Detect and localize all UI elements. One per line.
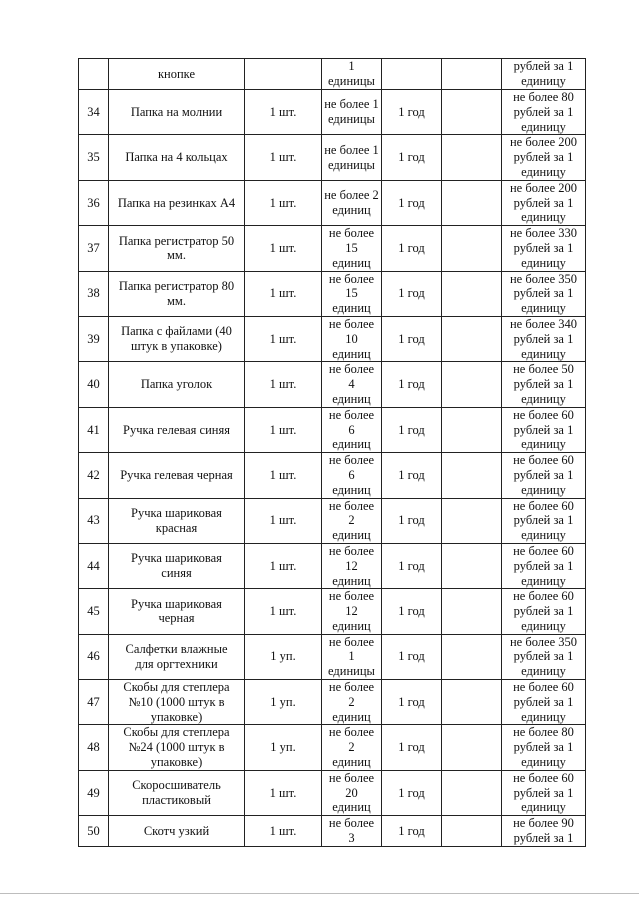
period-cell: 1 год — [382, 226, 442, 271]
row-number: 37 — [79, 226, 109, 271]
row-number: 49 — [79, 770, 109, 815]
period-cell: 1 год — [382, 680, 442, 725]
blank-cell — [442, 90, 502, 135]
item-name-cell: Скобы для степлера №24 (1000 штук в упаковке) — [109, 725, 245, 770]
table-row — [79, 135, 586, 180]
table-row — [79, 407, 586, 452]
item-name-cell: Ручка шариковая синяя — [109, 543, 245, 588]
price-cell: не более 60 рублей за 1 единицу — [502, 680, 586, 725]
price-cell: не более 200 рублей за 1 единицу — [502, 135, 586, 180]
row-number: 39 — [79, 316, 109, 361]
price-cell: не более 90 рублей за 1 — [502, 816, 586, 847]
table-row — [79, 59, 586, 90]
quantity-cell: не более 20 единиц — [322, 770, 382, 815]
unit-cell: 1 уп. — [245, 680, 322, 725]
blank-cell — [442, 543, 502, 588]
blank-cell — [442, 589, 502, 634]
unit-cell: 1 шт. — [245, 453, 322, 498]
row-number: 46 — [79, 634, 109, 679]
blank-cell — [442, 271, 502, 316]
quantity-cell: не более 15 единиц — [322, 271, 382, 316]
blank-cell — [442, 362, 502, 407]
blank-cell — [442, 816, 502, 847]
period-cell: 1 год — [382, 453, 442, 498]
unit-cell — [245, 59, 322, 90]
unit-cell: 1 шт. — [245, 316, 322, 361]
item-name-cell: Папка с файлами (40 штук в упаковке) — [109, 316, 245, 361]
unit-cell: 1 шт. — [245, 135, 322, 180]
row-number — [79, 59, 109, 90]
period-cell: 1 год — [382, 135, 442, 180]
period-cell: 1 год — [382, 90, 442, 135]
item-name-cell: Скоросшиватель пластиковый — [109, 770, 245, 815]
table-row — [79, 362, 586, 407]
row-number: 41 — [79, 407, 109, 452]
row-number: 43 — [79, 498, 109, 543]
price-cell: не более 60 рублей за 1 единицу — [502, 589, 586, 634]
quantity-cell: не более 2 единиц — [322, 498, 382, 543]
price-cell: не более 60 рублей за 1 единицу — [502, 770, 586, 815]
price-cell: не более 50 рублей за 1 единицу — [502, 362, 586, 407]
row-number: 35 — [79, 135, 109, 180]
quantity-cell: не более 6 единиц — [322, 453, 382, 498]
quantity-cell: не более 1 единицы — [322, 90, 382, 135]
item-name-cell: Салфетки влажные для оргтехники — [109, 634, 245, 679]
table-row — [79, 498, 586, 543]
blank-cell — [442, 180, 502, 225]
price-cell: не более 330 рублей за 1 единицу — [502, 226, 586, 271]
row-number: 47 — [79, 680, 109, 725]
table-row — [79, 316, 586, 361]
table-row — [79, 816, 586, 847]
item-name-cell: Папка регистратор 80 мм. — [109, 271, 245, 316]
period-cell: 1 год — [382, 725, 442, 770]
blank-cell — [442, 453, 502, 498]
row-number: 48 — [79, 725, 109, 770]
quantity-cell: не более 2 единиц — [322, 180, 382, 225]
period-cell: 1 год — [382, 816, 442, 847]
price-cell: не более 200 рублей за 1 единицу — [502, 180, 586, 225]
table-row — [79, 226, 586, 271]
row-number: 42 — [79, 453, 109, 498]
period-cell: 1 год — [382, 316, 442, 361]
quantity-cell: не более 10 единиц — [322, 316, 382, 361]
item-name-cell: Папка на 4 кольцах — [109, 135, 245, 180]
unit-cell: 1 шт. — [245, 589, 322, 634]
row-number: 36 — [79, 180, 109, 225]
row-number: 50 — [79, 816, 109, 847]
row-number: 45 — [79, 589, 109, 634]
unit-cell: 1 шт. — [245, 498, 322, 543]
row-number: 44 — [79, 543, 109, 588]
table-row — [79, 725, 586, 770]
quantity-cell: не более 2 единиц — [322, 680, 382, 725]
table-row — [79, 271, 586, 316]
quantity-cell: не более 2 единиц — [322, 725, 382, 770]
blank-cell — [442, 725, 502, 770]
period-cell: 1 год — [382, 543, 442, 588]
period-cell: 1 год — [382, 180, 442, 225]
item-name-cell: Скотч узкий — [109, 816, 245, 847]
quantity-cell: не более 6 единиц — [322, 407, 382, 452]
period-cell — [382, 59, 442, 90]
unit-cell: 1 шт. — [245, 362, 322, 407]
quantity-cell: не более 1 единицы — [322, 634, 382, 679]
unit-cell: 1 шт. — [245, 816, 322, 847]
price-cell: не более 350 рублей за 1 единицу — [502, 271, 586, 316]
unit-cell: 1 шт. — [245, 407, 322, 452]
blank-cell — [442, 135, 502, 180]
table-row — [79, 589, 586, 634]
price-cell: не более 60 рублей за 1 единицу — [502, 453, 586, 498]
item-name-cell: Ручка шариковая черная — [109, 589, 245, 634]
row-number: 34 — [79, 90, 109, 135]
price-cell: не более 80 рублей за 1 единицу — [502, 725, 586, 770]
blank-cell — [442, 498, 502, 543]
table-row — [79, 543, 586, 588]
quantity-cell: не более 1 единицы — [322, 135, 382, 180]
table-row — [79, 90, 586, 135]
unit-cell: 1 уп. — [245, 634, 322, 679]
table-row — [79, 680, 586, 725]
quantity-cell: не более 3 — [322, 816, 382, 847]
price-cell: не более 60 рублей за 1 единицу — [502, 498, 586, 543]
row-number: 38 — [79, 271, 109, 316]
price-cell: не более 350 рублей за 1 единицу — [502, 634, 586, 679]
unit-cell: 1 шт. — [245, 543, 322, 588]
quantity-cell: 1 единицы — [322, 59, 382, 90]
table-row — [79, 770, 586, 815]
period-cell: 1 год — [382, 362, 442, 407]
period-cell: 1 год — [382, 407, 442, 452]
supplies-table — [78, 58, 586, 847]
table-row — [79, 634, 586, 679]
blank-cell — [442, 634, 502, 679]
quantity-cell: не более 12 единиц — [322, 589, 382, 634]
period-cell: 1 год — [382, 498, 442, 543]
row-number: 40 — [79, 362, 109, 407]
period-cell: 1 год — [382, 271, 442, 316]
price-cell: не более 340 рублей за 1 единицу — [502, 316, 586, 361]
blank-cell — [442, 226, 502, 271]
item-name-cell: Папка регистратор 50 мм. — [109, 226, 245, 271]
blank-cell — [442, 407, 502, 452]
blank-cell — [442, 770, 502, 815]
price-cell: не более 60 рублей за 1 единицу — [502, 407, 586, 452]
period-cell: 1 год — [382, 634, 442, 679]
scan-edge-line — [0, 893, 639, 894]
item-name-cell: кнопке — [109, 59, 245, 90]
item-name-cell: Папка на резинках А4 — [109, 180, 245, 225]
unit-cell: 1 шт. — [245, 90, 322, 135]
unit-cell: 1 шт. — [245, 770, 322, 815]
unit-cell: 1 шт. — [245, 226, 322, 271]
unit-cell: 1 уп. — [245, 725, 322, 770]
blank-cell — [442, 316, 502, 361]
quantity-cell: не более 12 единиц — [322, 543, 382, 588]
item-name-cell: Скобы для степлера №10 (1000 штук в упаковке) — [109, 680, 245, 725]
blank-cell — [442, 59, 502, 90]
price-cell: не более 60 рублей за 1 единицу — [502, 543, 586, 588]
item-name-cell: Ручка шариковая красная — [109, 498, 245, 543]
unit-cell: 1 шт. — [245, 180, 322, 225]
quantity-cell: не более 4 единиц — [322, 362, 382, 407]
table-row — [79, 453, 586, 498]
quantity-cell: не более 15 единиц — [322, 226, 382, 271]
item-name-cell: Ручка гелевая черная — [109, 453, 245, 498]
table-row — [79, 180, 586, 225]
item-name-cell: Ручка гелевая синяя — [109, 407, 245, 452]
price-cell: не более 80 рублей за 1 единицу — [502, 90, 586, 135]
price-cell: рублей за 1 единицу — [502, 59, 586, 90]
period-cell: 1 год — [382, 770, 442, 815]
unit-cell: 1 шт. — [245, 271, 322, 316]
blank-cell — [442, 680, 502, 725]
item-name-cell: Папка уголок — [109, 362, 245, 407]
table-body — [79, 59, 586, 847]
period-cell: 1 год — [382, 589, 442, 634]
item-name-cell: Папка на молнии — [109, 90, 245, 135]
